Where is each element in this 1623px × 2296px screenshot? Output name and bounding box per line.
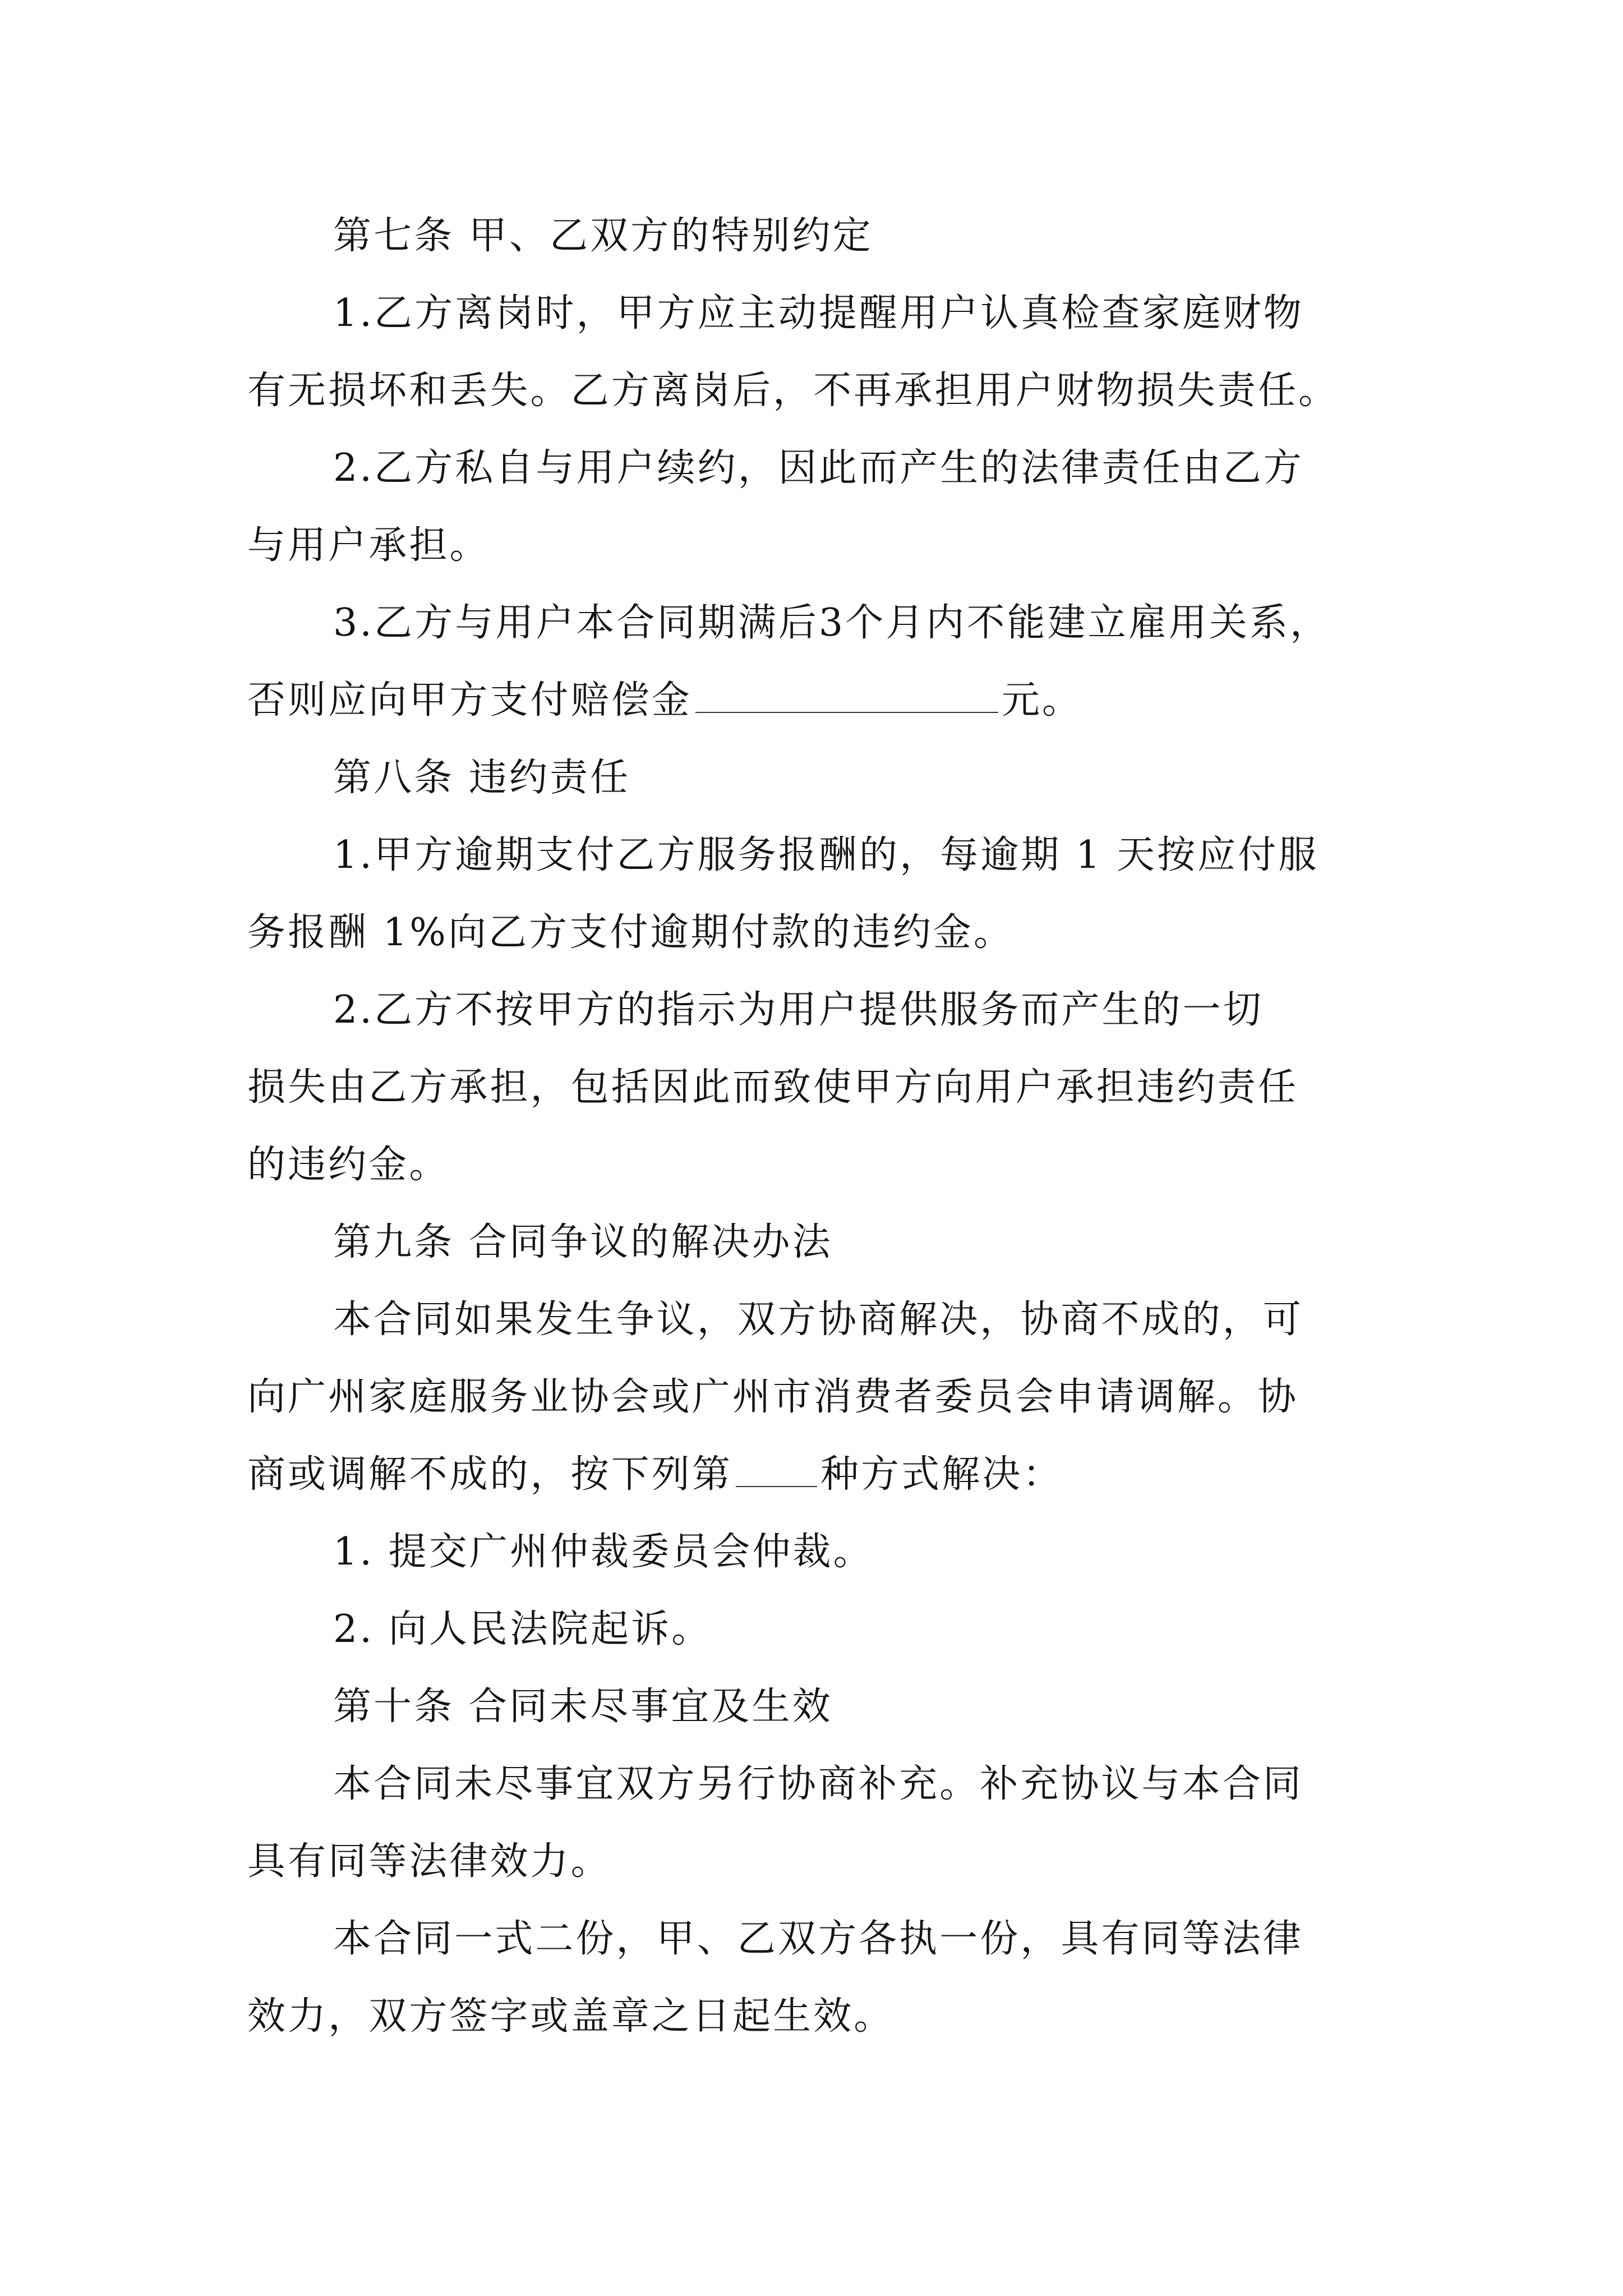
- article-10-heading: 第十条 合同未尽事宜及生效: [333, 1685, 833, 1729]
- article-7-item-1-line-1: 1.乙方离岗时，甲方应主动提醒用户认真检查家庭财物: [333, 291, 1304, 335]
- dispute-method-suffix: 种方式解决：: [820, 1452, 1063, 1497]
- article-10-para-1-line-1: 本合同未尽事宜双方另行协商补充。补充协议与本合同: [333, 1762, 1303, 1806]
- article-8-item-1-line-2: 务报酬 1%向乙方支付逾期付款的违约金。: [247, 910, 1015, 955]
- dispute-method-text: 商或调解不成的，按下列第: [247, 1452, 732, 1497]
- article-9-heading: 第九条 合同争议的解决办法: [333, 1220, 833, 1264]
- dispute-method-blank[interactable]: [736, 1453, 817, 1487]
- article-10-para-2-line-1: 本合同一式二份，甲、乙双方各执一份，具有同等法律: [333, 1917, 1303, 1961]
- article-10-para-2-line-2: 效力，双方签字或盖章之日起生效。: [247, 1994, 895, 2039]
- article-7-item-2-line-2: 与用户承担。: [247, 523, 490, 568]
- article-8-heading: 第八条 违约责任: [333, 756, 631, 800]
- article-9-para-line-1: 本合同如果发生争议，双方协商解决，协商不成的，可: [333, 1297, 1303, 1342]
- article-9-para-line-3: [247, 1436, 1400, 1513]
- article-8-item-2-line-1: 2.乙方不按甲方的指示为用户提供服务而产生的一切: [333, 988, 1264, 1032]
- article-8-item-2-line-2: 损失由乙方承担，包括因此而致使甲方向用户承担违约责任: [247, 1065, 1299, 1110]
- article-7-heading: 第七条 甲、乙双方的特别约定: [333, 214, 873, 258]
- article-8-item-2-line-3: 的违约金。: [247, 1143, 450, 1187]
- article-9-option-2: 2. 向人民法院起诉。: [333, 1607, 712, 1651]
- compensation-text: 否则应向甲方支付赔偿金: [247, 678, 692, 723]
- article-9-option-1: 1. 提交广州仲裁委员会仲裁。: [333, 1530, 874, 1574]
- article-7-item-1-line-2: 有无损坏和丢失。乙方离岗后，不再承担用户财物损失责任。: [247, 369, 1339, 413]
- article-9-para-line-2: 向广州家庭服务业协会或广州市消费者委员会申请调解。协: [247, 1375, 1299, 1419]
- article-7-item-3-line-1: 3.乙方与用户本合同期满后3个月内不能建立雇用关系，: [333, 601, 1331, 645]
- article-8-item-1-line-1: 1.甲方逾期支付乙方服务报酬的，每逾期 1 天按应付服: [333, 833, 1319, 877]
- currency-unit: 元。: [1001, 678, 1083, 723]
- article-7-item-2-line-1: 2.乙方私自与用户续约，因此而产生的法律责任由乙方: [333, 446, 1304, 490]
- contract-text: [247, 197, 1400, 2055]
- article-7-item-3-line-2: [247, 662, 1400, 739]
- compensation-amount-blank[interactable]: [695, 679, 998, 713]
- article-10-para-1-line-2: 具有同等法律效力。: [247, 1839, 611, 1884]
